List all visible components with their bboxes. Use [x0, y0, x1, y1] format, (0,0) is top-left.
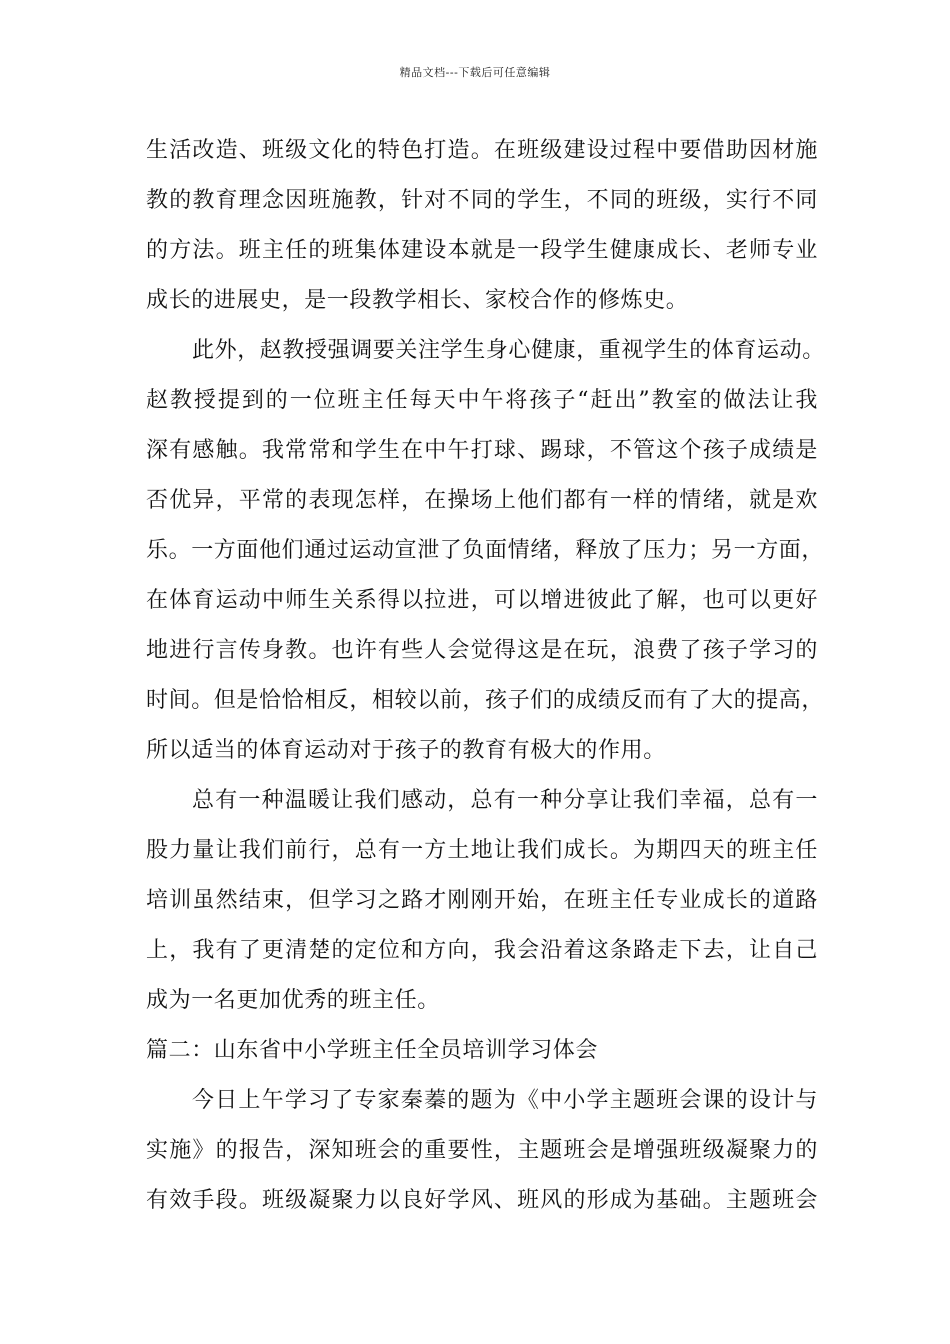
- text-line: 地进行言传身教。也许有些人会觉得这是在玩，浪费了孩子学习的: [146, 638, 818, 663]
- text-line: 生活改造、班级文化的特色打造。在班级建设过程中要借助因材施: [146, 138, 818, 163]
- text-line: 股力量让我们前行，总有一方土地让我们成长。为期四天的班主任: [146, 838, 818, 863]
- text-line: 赵教授提到的一位班主任每天中午将孩子“赶出”教室的做法让我: [146, 388, 818, 413]
- section-heading: 篇二：山东省中小学班主任全员培训学习体会: [146, 1038, 599, 1063]
- text-line: 上，我有了更清楚的定位和方向，我会沿着这条路走下去，让自己: [146, 938, 818, 963]
- text-line: 乐。一方面他们通过运动宣泄了负面情绪，释放了压力；另一方面，: [146, 538, 825, 563]
- text-line: 今日上午学习了专家秦蓁的题为《中小学主题班会课的设计与: [192, 1088, 818, 1113]
- page-header: 精品文档---下载后可任意编辑: [399, 66, 551, 79]
- text-line: 培训虽然结束，但学习之路才刚刚开始，在班主任专业成长的道路: [146, 888, 818, 913]
- document-body: [146, 126, 825, 1226]
- text-line: 实施》的报告，深知班会的重要性，主题班会是增强班级凝聚力的: [146, 1138, 818, 1163]
- text-line: 所以适当的体育运动对于孩子的教育有极大的作用。: [146, 738, 666, 763]
- text-line: 总有一种温暖让我们感动，总有一种分享让我们幸福，总有一: [192, 788, 818, 813]
- text-line: 否优异，平常的表现怎样，在操场上他们都有一样的情绪，就是欢: [146, 488, 818, 513]
- text-line: 成长的进展史，是一段教学相长、家校合作的修炼史。: [146, 288, 689, 313]
- text-line: 有效手段。班级凝聚力以良好学风、班风的形成为基础。主题班会: [146, 1188, 818, 1213]
- text-line: 教的教育理念因班施教，针对不同的学生，不同的班级，实行不同: [146, 188, 818, 213]
- text-line: 在体育运动中师生关系得以拉进，可以增进彼此了解，也可以更好: [146, 588, 818, 613]
- text-line: 此外，赵教授强调要关注学生身心健康，重视学生的体育运动。: [192, 338, 825, 363]
- text-line: 时间。但是恰恰相反，相较以前，孩子们的成绩反而有了大的提高，: [146, 688, 825, 713]
- text-line: 深有感触。我常常和学生在中午打球、踢球，不管这个孩子成绩是: [146, 438, 818, 463]
- text-line: 的方法。班主任的班集体建设本就是一段学生健康成长、老师专业: [146, 238, 818, 263]
- text-line: 成为一名更加优秀的班主任。: [146, 988, 440, 1013]
